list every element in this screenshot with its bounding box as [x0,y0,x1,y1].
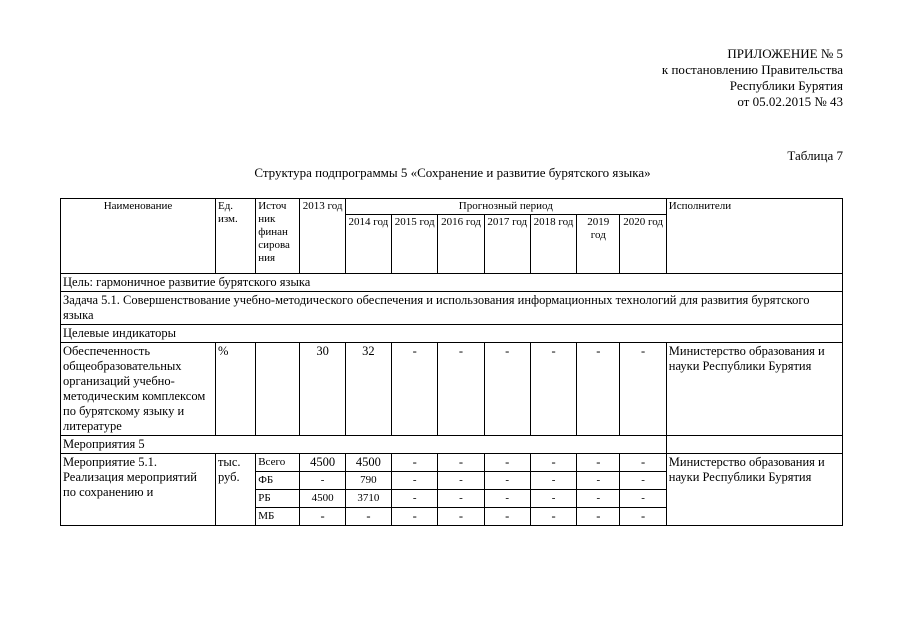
header-year: 2015 год [392,215,438,274]
event-value: - [620,472,666,490]
event-value: - [484,472,530,490]
event-source: ФБ [256,472,300,490]
header-year: 2014 год [345,215,391,274]
events-label-executor-cell [666,436,842,454]
header-year: 2019 год [577,215,620,274]
event-value: - [300,472,345,490]
event-value: - [577,490,620,508]
appendix-line-4: от 05.02.2015 № 43 [737,94,843,109]
event-value: - [392,508,438,526]
indicator-unit: % [215,343,255,436]
event-value: - [345,508,391,526]
indicator-name: Обеспеченность общеобразовательных организаций учебно-методическим комплексом по бурятскому языку и литературе [61,343,216,436]
event-value: - [392,472,438,490]
indicator-value: 32 [345,343,391,436]
task-row [61,292,843,325]
indicator-executor: Министерство образования и науки Республики Бурятия [666,343,842,436]
event-value: 4500 [345,454,391,472]
indicators-label: Целевые индикаторы [61,325,843,343]
event-value: - [438,508,484,526]
event-value: - [300,508,345,526]
event-value: 4500 [300,454,345,472]
header-executors: Исполнители [666,199,842,274]
header-year: 2018 год [530,215,576,274]
goal-row [61,274,843,292]
indicator-value: - [577,343,620,436]
event-value: - [438,472,484,490]
event-value: - [530,490,576,508]
event-value: - [530,508,576,526]
event-name: Мероприятие 5.1. Реализация мероприятий по сохранению и [61,454,216,526]
appendix-line-2: к постановлению Правительства [661,62,843,77]
event-value: - [577,508,620,526]
event-row-total [61,454,843,472]
event-executor: Министерство образования и науки Республики Бурятия [666,454,842,526]
appendix-header [662,46,843,110]
event-unit: тыс. руб. [215,454,255,526]
indicator-source [256,343,300,436]
event-source: Всего [256,454,300,472]
indicator-value: - [392,343,438,436]
subprogram-structure-table [60,198,843,526]
indicator-value: - [438,343,484,436]
header-year: 2017 год [484,215,530,274]
header-name: Наименование [61,199,216,274]
event-value: - [530,472,576,490]
event-value: - [484,490,530,508]
appendix-line-1: ПРИЛОЖЕНИЕ № 5 [727,46,843,61]
event-value: - [577,472,620,490]
event-value: - [620,508,666,526]
task-text: Задача 5.1. Совершенствование учебно-методического обеспечения и использования информационных технологий для развития бурятского языка [61,292,843,325]
event-value: - [392,454,438,472]
indicators-label-row [61,325,843,343]
header-2013: 2013 год [300,199,345,274]
header-source: Источ ник финан сирова ния [256,199,300,274]
event-value: - [392,490,438,508]
indicator-row [61,343,843,436]
event-value: - [530,454,576,472]
event-value: - [438,490,484,508]
header-unit: Ед. изм. [215,199,255,274]
indicator-value: - [620,343,666,436]
event-value: 790 [345,472,391,490]
header-year: 2016 год [438,215,484,274]
event-value: - [484,454,530,472]
event-source: МБ [256,508,300,526]
goal-text: Цель: гармоничное развитие бурятского языка [61,274,843,292]
indicator-value: - [484,343,530,436]
event-value: 4500 [300,490,345,508]
event-value: - [484,508,530,526]
header-year: 2020 год [620,215,666,274]
document-title: Структура подпрограммы 5 «Сохранение и развитие бурятского языка» [254,165,651,180]
indicator-value: - [530,343,576,436]
table-header-row-1 [61,199,843,215]
event-value: - [577,454,620,472]
event-source: РБ [256,490,300,508]
event-value: - [620,454,666,472]
events-label-row [61,436,843,454]
event-value: 3710 [345,490,391,508]
events-label: Мероприятия 5 [61,436,667,454]
event-value: - [620,490,666,508]
appendix-line-3: Республики Бурятия [729,78,843,93]
table-label: Таблица 7 [787,148,843,163]
event-value: - [438,454,484,472]
indicator-value: 30 [300,343,345,436]
header-forecast-period: Прогнозный период [345,199,666,215]
